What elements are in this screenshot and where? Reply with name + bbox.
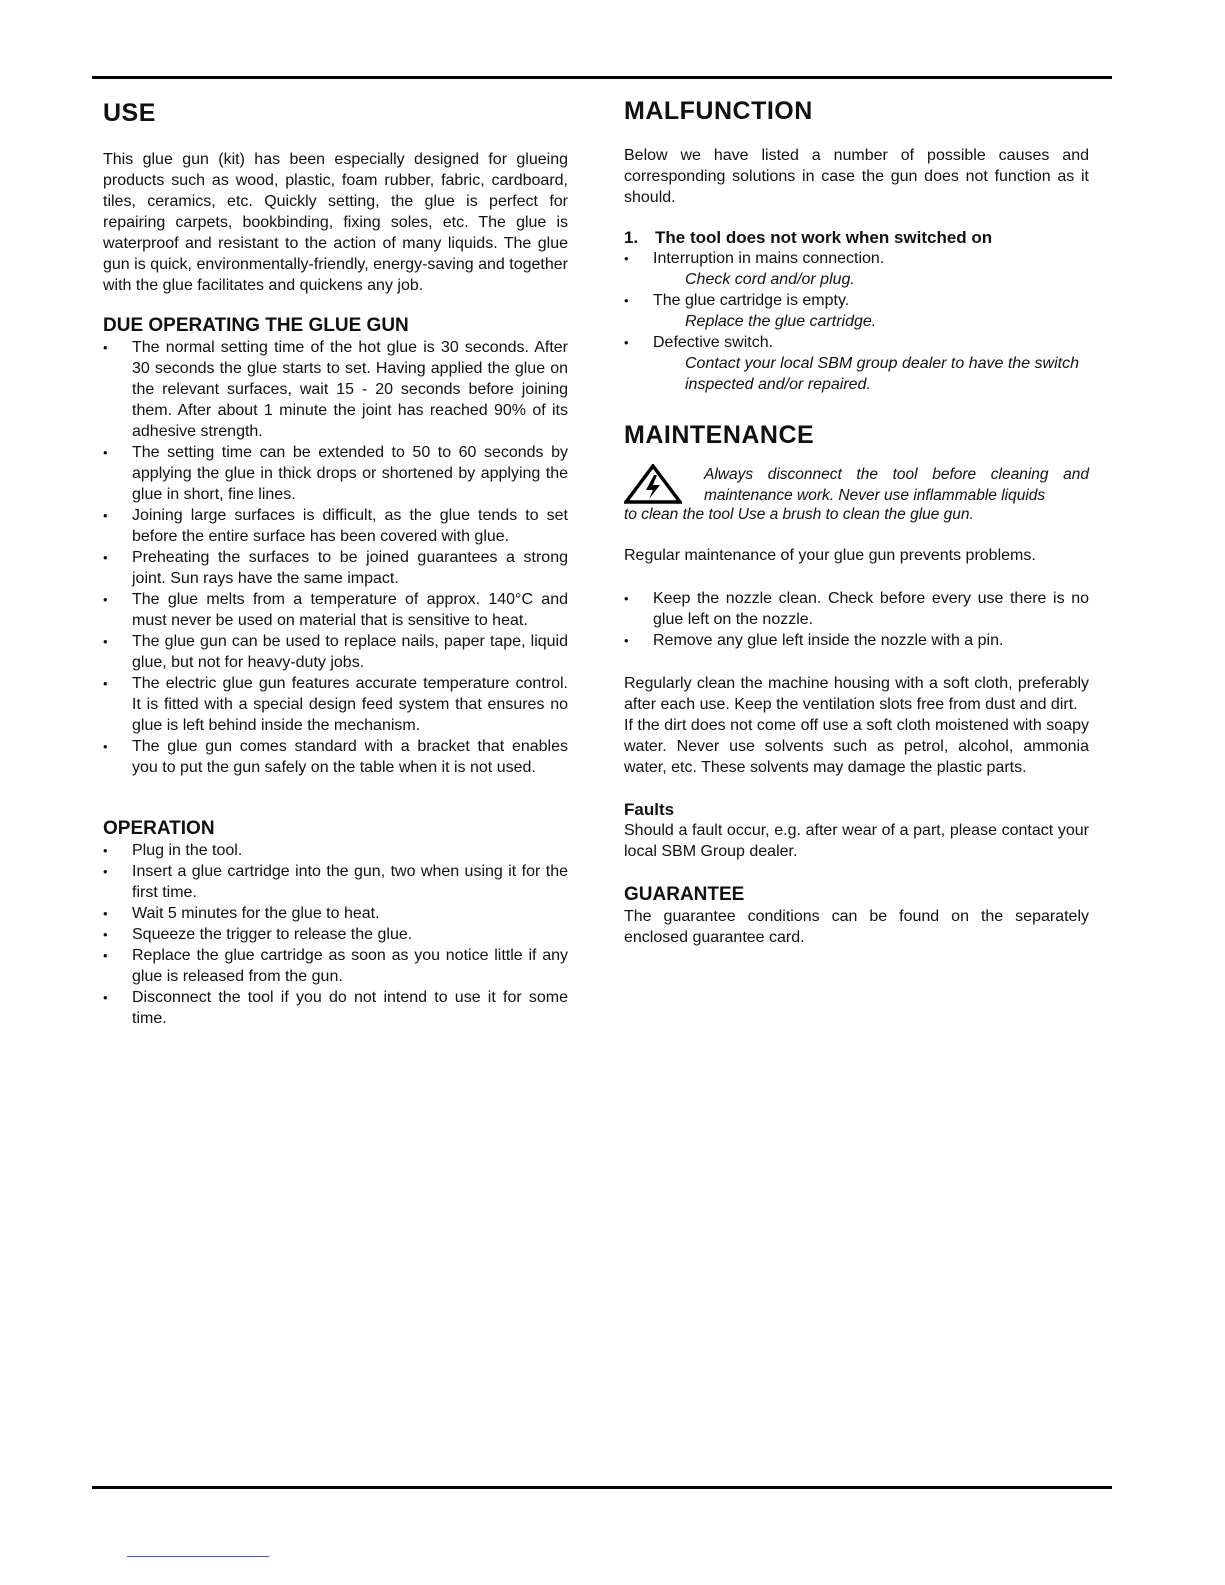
list-item: • Squeeze the trigger to release the glue. bbox=[103, 924, 568, 945]
problem-title: The tool does not work when switched on bbox=[655, 228, 993, 247]
faults-heading: Faults bbox=[624, 800, 675, 819]
operating-list bbox=[103, 337, 568, 778]
operation-heading: OPERATION bbox=[103, 818, 215, 839]
solution-text: Replace the glue cartridge. bbox=[685, 313, 877, 330]
list-item: • The glue gun can be used to replace nails, paper tape, liquid glue, but not for heavy-duty jobs. bbox=[103, 631, 568, 673]
list-item: • Disconnect the tool if you do not intend to use it for some time. bbox=[103, 987, 568, 1029]
list-item bbox=[624, 248, 1089, 290]
guarantee-heading: GUARANTEE bbox=[624, 884, 745, 905]
maintenance-paragraph: Regularly clean the machine housing with a soft cloth, preferably after each use. Keep the ventilation slots free from dust and dirt. bbox=[624, 675, 1089, 713]
warning-text: Always disconnect the tool before cleaning and maintenance work. Never use inflammable liquids bbox=[704, 466, 1089, 504]
list-item bbox=[624, 290, 1089, 332]
problem-number: 1. bbox=[624, 228, 639, 247]
operation-list bbox=[103, 840, 568, 1029]
operating-heading: DUE OPERATING THE GLUE GUN bbox=[103, 315, 409, 336]
malfunction-intro: Below we have listed a number of possible causes and corresponding solutions in case the gun does not function as it should. bbox=[624, 147, 1089, 206]
list-item: • Wait 5 minutes for the glue to heat. bbox=[103, 903, 568, 924]
list-item: • The glue gun comes standard with a bracket that enables you to put the gun safely on the table when it is not used. bbox=[103, 736, 568, 778]
problem-heading bbox=[624, 227, 1089, 248]
warning-triangle-lightning-icon bbox=[624, 464, 682, 504]
maintenance-paragraph: If the dirt does not come off use a soft cloth moistened with soapy water. Never use solvents such as petrol, alcohol, ammonia water, etc. These solvents may damage the plastic parts. bbox=[624, 717, 1089, 776]
footer-underline bbox=[127, 1556, 269, 1557]
top-rule bbox=[92, 76, 1112, 79]
malfunction-heading: MALFUNCTION bbox=[624, 97, 813, 125]
list-item bbox=[624, 332, 1089, 395]
list-item: • Remove any glue left inside the nozzle with a pin. bbox=[624, 630, 1089, 651]
list-item: • Joining large surfaces is difficult, as the glue tends to set before the entire surface has been covered with glue. bbox=[103, 505, 568, 547]
list-item: • Keep the nozzle clean. Check before every use there is no glue left on the nozzle. bbox=[624, 588, 1089, 630]
solution-text: Check cord and/or plug. bbox=[685, 271, 855, 288]
solution-text: Contact your local SBM group dealer to have the switch inspected and/or repaired. bbox=[685, 355, 1079, 393]
guarantee-text: The guarantee conditions can be found on the separately enclosed guarantee card. bbox=[624, 908, 1089, 946]
list-item: • Plug in the tool. bbox=[103, 840, 568, 861]
list-item: • The normal setting time of the hot glue is 30 seconds. After 30 seconds the glue starts to set. Having applied the glue on the relevant surfaces, wait 15 - 20 seconds before joining them. After about 1 minute the joint has reached 90% of its adhesive strength. bbox=[103, 337, 568, 442]
list-item: • The glue melts from a temperature of approx. 140°C and must never be used on material that is sensitive to heat. bbox=[103, 589, 568, 631]
list-item: • Preheating the surfaces to be joined guarantees a strong joint. Sun rays have the same impact. bbox=[103, 547, 568, 589]
list-item: • Replace the glue cartridge as soon as you notice little if any glue is released from the gun. bbox=[103, 945, 568, 987]
list-item: • The electric glue gun features accurate temperature control. It is fitted with a special design feed system that ensures no glue is left behind inside the mechanism. bbox=[103, 673, 568, 736]
cause-text: Interruption in mains connection. bbox=[653, 250, 885, 267]
maintenance-list bbox=[624, 588, 1089, 651]
use-heading: USE bbox=[103, 99, 156, 127]
right-column bbox=[624, 92, 1089, 948]
warning-text-continued: to clean the tool Use a brush to clean the glue gun. bbox=[624, 506, 974, 523]
maintenance-heading: MAINTENANCE bbox=[624, 421, 815, 449]
use-intro: This glue gun (kit) has been especially designed for glueing products such as wood, plastic, foam rubber, fabric, cardboard, tiles, ceramics, etc. Quickly setting, the glue is perfect for repairing carpets, bookbinding, fixing soles, etc. The glue is waterproof and resistant to the action of many liquids. The glue gun is quick, environmentally-friendly, energy-saving and together with the glue facilitates and quickens any job. bbox=[103, 151, 568, 294]
bottom-rule bbox=[92, 1486, 1112, 1489]
cause-text: Defective switch. bbox=[653, 334, 774, 351]
cause-list bbox=[624, 248, 1089, 395]
cause-text: The glue cartridge is empty. bbox=[653, 292, 850, 309]
maintenance-paragraph: Regular maintenance of your glue gun prevents problems. bbox=[624, 547, 1036, 564]
faults-text: Should a fault occur, e.g. after wear of a part, please contact your local SBM Group dealer. bbox=[624, 822, 1089, 860]
left-column bbox=[103, 92, 568, 1029]
list-item: • Insert a glue cartridge into the gun, two when using it for the first time. bbox=[103, 861, 568, 903]
warning-block bbox=[624, 464, 1089, 506]
list-item: • The setting time can be extended to 50 to 60 seconds by applying the glue in thick drops or shortened by applying the glue in short, fine lines. bbox=[103, 442, 568, 505]
